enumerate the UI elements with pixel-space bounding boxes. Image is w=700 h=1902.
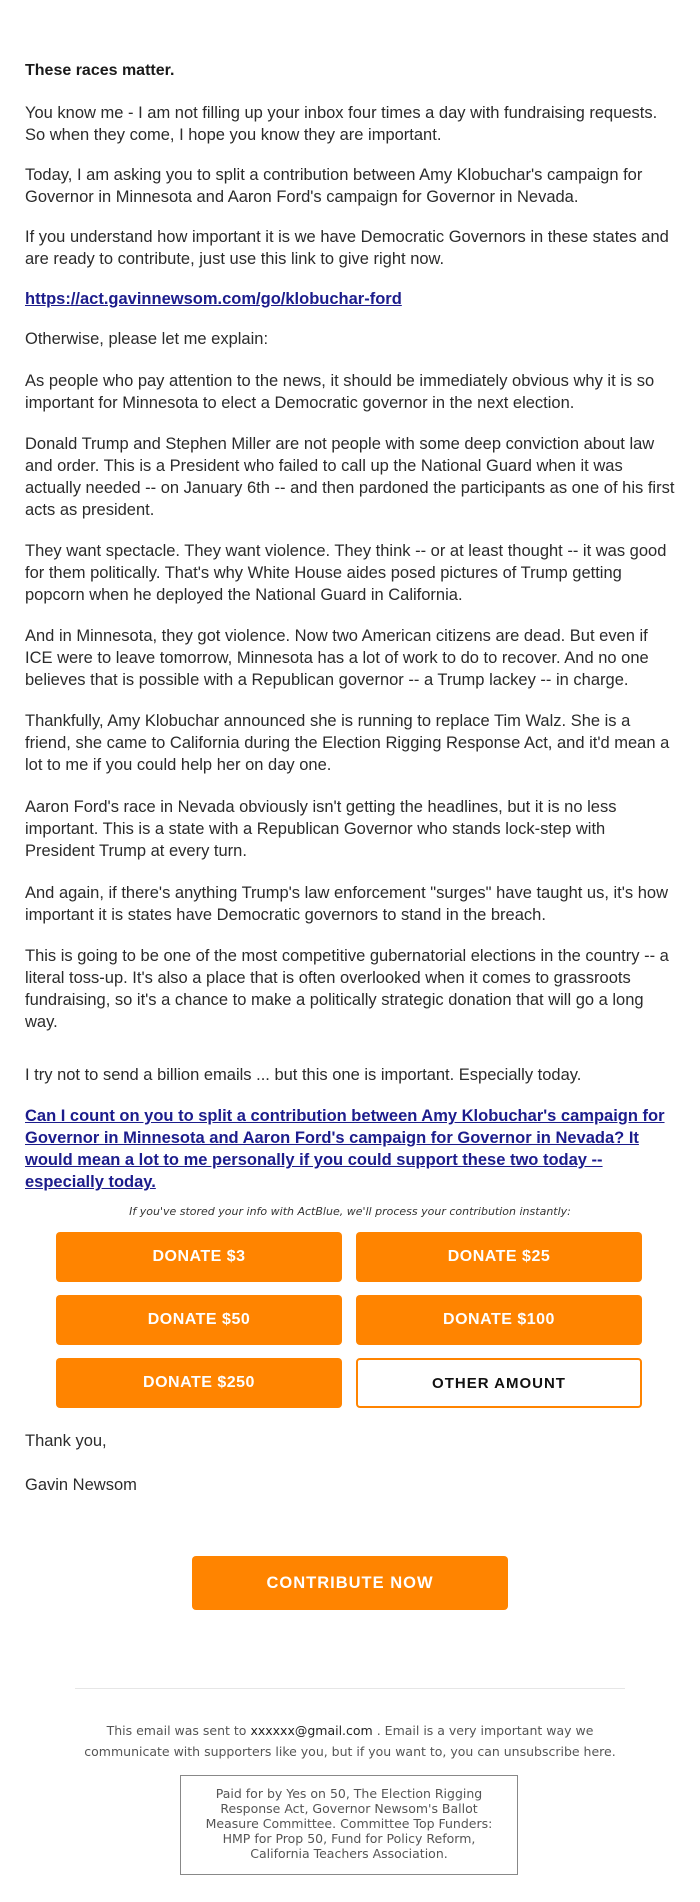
footer-sent-suffix: . Email is a very important way we communicate with supporters like you, but if you want to, you can unsubscribe here. [84, 1723, 616, 1759]
donate-100-button[interactable]: DONATE $100 [356, 1295, 642, 1345]
footer-sent-prefix: This email was sent to [106, 1723, 247, 1738]
signoff-closing: Thank you, [25, 1432, 107, 1450]
signoff-name: Gavin Newsom [25, 1476, 137, 1494]
paid-for-disclaimer: Paid for by Yes on 50, The Election Rigging Response Act, Governor Newsom's Ballot Measure Committee. Committee Top Funders: HMP for Prop 50, Fund for Policy Reform, California Teachers Association. [180, 1775, 518, 1875]
contribute-now-button[interactable]: CONTRIBUTE NOW [192, 1556, 508, 1610]
paragraph-11: And again, if there's anything Trump's law enforcement "surges" have taught us, it's how important it is states have Democratic governors to stand in the breach. [25, 884, 669, 924]
paragraph-5: As people who pay attention to the news, it should be immediately obvious why it is so important for Minnesota to elect a Democratic governor in the next election. [25, 372, 655, 412]
actblue-note: If you've stored your info with ActBlue, we'll process your contribution instantly: [129, 1205, 571, 1218]
donate-250-button[interactable]: DONATE $250 [56, 1358, 342, 1408]
paragraph-8: And in Minnesota, they got violence. Now two American citizens are dead. But even if ICE were to leave tomorrow, Minnesota has a lot of work to do to recover. And no one believes that is possible with a Republican governor -- a Trump lackey -- in charge. [25, 627, 649, 689]
donate-50-button[interactable]: DONATE $50 [56, 1295, 342, 1345]
other-amount-button[interactable]: OTHER AMOUNT [356, 1358, 642, 1408]
paragraph-2: Today, I am asking you to split a contribution between Amy Klobuchar's campaign for Governor in Minnesota and Aaron Ford's campaign for Governor in Nevada. [25, 166, 643, 206]
donate-25-button[interactable]: DONATE $25 [356, 1232, 642, 1282]
paragraph-4: Otherwise, please let me explain: [25, 330, 269, 348]
paragraph-12: This is going to be one of the most competitive gubernatorial elections in the country -- a literal toss-up. It's also a place that is often overlooked when it comes to grassroots fundraising, so it's a chance to make a politically strategic donation that will go a long way. [25, 947, 669, 1031]
paragraph-1: You know me - I am not filling up your inbox four times a day with fundraising requests. So when they come, I hope you know they are important. [25, 104, 658, 144]
paragraph-6: Donald Trump and Stephen Miller are not people with some deep conviction about law and order. This is a President who failed to call up the National Guard when it was actually needed -- on January 6th -- and then pardoned the participants as one of his first acts as president. [25, 435, 675, 519]
paragraph-9: Thankfully, Amy Klobuchar announced she is running to replace Tim Walz. She is a friend, she came to California during the Election Rigging Response Act, and it'd mean a lot to me if you could help her on day one. [25, 712, 670, 774]
paragraph-3: If you understand how important it is we have Democratic Governors in these states and are ready to contribute, just use this link to give right now. [25, 228, 669, 268]
paragraph-13: I try not to send a billion emails ... but this one is important. Especially today. [25, 1066, 582, 1084]
paragraph-7: They want spectacle. They want violence. They think -- or at least thought -- it was good for them politically. That's why White House aides posed pictures of Trump getting popcorn when he deployed the National Guard in California. [25, 542, 667, 604]
footer-notice [75, 1720, 625, 1762]
paragraph-10: Aaron Ford's race in Nevada obviously isn't getting the headlines, but it is no less important. This is a state with a Republican Governor who stands lock-step with President Trump at every turn. [25, 798, 617, 860]
footer-divider [75, 1688, 625, 1689]
email-heading: These races matter. [25, 62, 175, 79]
donate-3-button[interactable]: DONATE $3 [56, 1232, 342, 1282]
donate-link[interactable]: https://act.gavinnewsom.com/go/klobuchar-ford [25, 290, 402, 308]
footer-email: xxxxxx@gmail.com [250, 1723, 373, 1738]
call-to-action-link[interactable]: Can I count on you to split a contribution between Amy Klobuchar's campaign for Governor in Minnesota and Aaron Ford's campaign for Governor in Nevada? It would mean a lot to me personally if you could support these two today -- especially today. [25, 1107, 665, 1191]
